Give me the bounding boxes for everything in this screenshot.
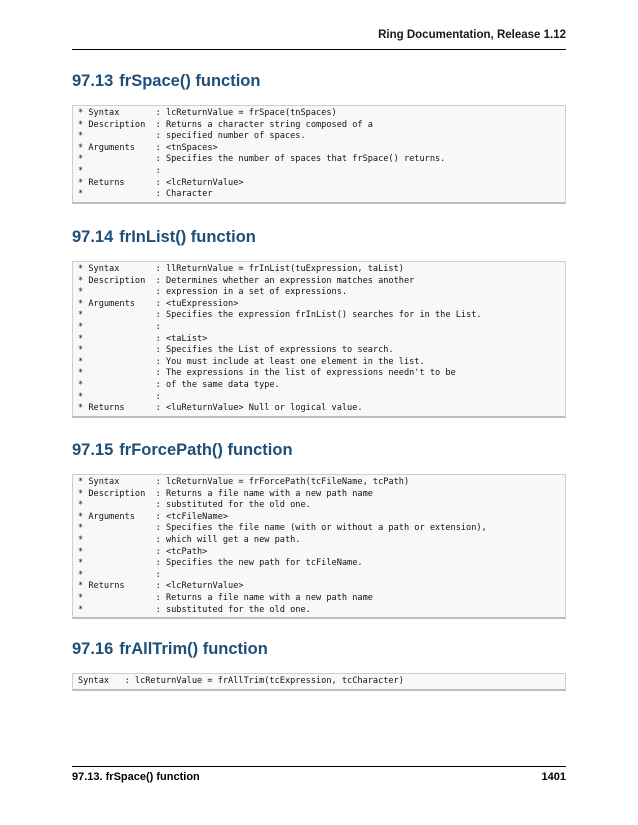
code-line: * : <tcPath> bbox=[78, 546, 208, 557]
code-line: * : bbox=[78, 321, 161, 332]
section-97-15 bbox=[72, 441, 566, 619]
section-heading bbox=[72, 228, 566, 247]
code-line: * Description : Determines whether an expression matches another bbox=[78, 275, 415, 286]
code-block bbox=[72, 673, 566, 691]
code-block bbox=[72, 474, 566, 619]
page-number: 1401 bbox=[541, 771, 566, 783]
code-line: * : You must include at least one element in the list. bbox=[78, 356, 425, 367]
code-line: * : Specifies the expression frInList() searches for in the List. bbox=[78, 310, 482, 321]
code-line: * Arguments : <tuExpression> bbox=[78, 298, 239, 309]
code-line: Syntax : lcReturnValue = frAllTrim(tcExpression, tcCharacter) bbox=[78, 676, 404, 686]
code-line: * : specified number of spaces. bbox=[78, 131, 306, 142]
code-line: * : Specifies the file name (with or without a path or extension), bbox=[78, 523, 487, 534]
code-line: * : which will get a new path. bbox=[78, 534, 301, 545]
section-heading bbox=[72, 72, 566, 91]
code-line: * Returns : <luReturnValue> Null or logical value. bbox=[78, 403, 363, 414]
section-number: 97.15 bbox=[72, 441, 114, 459]
code-line: * Returns : <lcReturnValue> bbox=[78, 177, 244, 188]
code-line: * : bbox=[78, 165, 161, 176]
code-line: * : substituted for the old one. bbox=[78, 604, 311, 615]
section-title: frAllTrim() function bbox=[119, 640, 268, 658]
code-line: * : bbox=[78, 391, 161, 402]
section-97-13 bbox=[72, 72, 566, 204]
code-line: * Description : Returns a character string composed of a bbox=[78, 119, 373, 130]
code-line: * Arguments : <tnSpaces> bbox=[78, 142, 218, 153]
code-line: * : Specifies the List of expressions to search. bbox=[78, 345, 394, 356]
code-block bbox=[72, 261, 566, 418]
code-line: * : expression in a set of expressions. bbox=[78, 287, 348, 298]
code-line: * : Character bbox=[78, 189, 213, 200]
section-title: frInList() function bbox=[119, 228, 256, 246]
code-line: * Returns : <lcReturnValue> bbox=[78, 581, 244, 592]
code-block bbox=[72, 105, 566, 204]
section-number: 97.14 bbox=[72, 228, 114, 246]
code-line: * Syntax : lcReturnValue = frSpace(tnSpaces) bbox=[78, 108, 337, 118]
footer-section-label: 97.13. frSpace() function bbox=[72, 771, 200, 783]
code-line: * : substituted for the old one. bbox=[78, 500, 311, 511]
code-line: * Syntax : lcReturnValue = frForcePath(tcFileName, tcPath) bbox=[78, 477, 410, 487]
section-number: 97.13 bbox=[72, 72, 114, 90]
footer-rule bbox=[72, 766, 566, 767]
running-header: Ring Documentation, Release 1.12 bbox=[378, 29, 566, 41]
code-line: * Arguments : <tcFileName> bbox=[78, 511, 229, 522]
section-title: frForcePath() function bbox=[119, 441, 293, 459]
section-number: 97.16 bbox=[72, 640, 114, 658]
code-line: * : bbox=[78, 569, 161, 580]
section-97-16 bbox=[72, 640, 566, 691]
code-line: * Description : Returns a file name with a new path name bbox=[78, 488, 373, 499]
code-line: * Syntax : llReturnValue = frInList(tuExpression, taList) bbox=[78, 264, 404, 274]
section-heading bbox=[72, 640, 566, 659]
code-line: * : The expressions in the list of expressions needn't to be bbox=[78, 368, 456, 379]
code-line: * : Returns a file name with a new path name bbox=[78, 592, 373, 603]
section-97-14 bbox=[72, 228, 566, 418]
section-heading bbox=[72, 441, 566, 460]
code-line: * : <taList> bbox=[78, 333, 208, 344]
header-rule bbox=[72, 49, 566, 50]
code-line: * : of the same data type. bbox=[78, 379, 280, 390]
code-line: * : Specifies the number of spaces that frSpace() returns. bbox=[78, 154, 446, 165]
section-title: frSpace() function bbox=[119, 72, 261, 90]
code-line: * : Specifies the new path for tcFileName. bbox=[78, 558, 363, 569]
